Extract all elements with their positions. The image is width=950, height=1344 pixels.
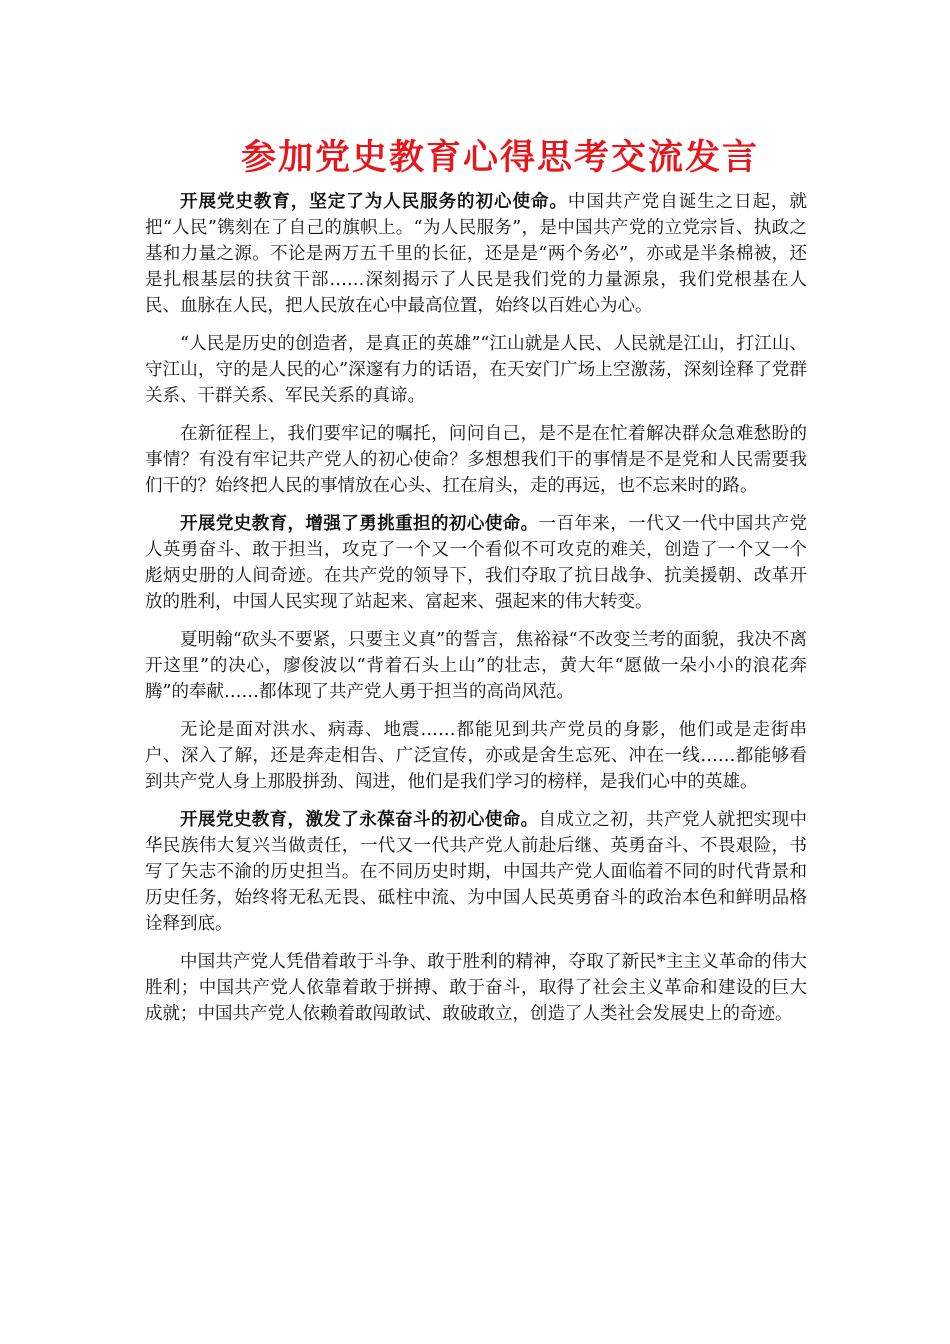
paragraph-4: [145, 511, 807, 615]
paragraph-text: 自成立之初，共产党人就把实现中华民族伟大复兴当做责任，一代又一代共产党人前赴后继、英勇奋斗、不畏艰险，书写了矢志不渝的历史担当。在不同历史时期，中国共产党人面临着不同的时代背景和历史任务，始终将无私无畏、砥柱中流、为中国人民英勇奋斗的政治本色和鲜明品格诠释到底。: [145, 810, 808, 934]
paragraph-text: 中国共产党自诞生之日起，就把“人民”镌刻在了自己的旗帜上。“为人民服务”，是中国共产党的立党宗旨、执政之基和力量之源。不论是两万五千里的长征，还是是“两个务必”，亦或是半条棉被，还是扎根基层的扶贫干部……深刻揭示了人民是我们党的力量源泉，我们党根基在人民、血脉在人民，把人民放在心中最高位置，始终以百姓心为心。: [145, 192, 808, 316]
paragraph-2: [145, 331, 807, 409]
document-body: [145, 189, 807, 1039]
paragraph-text: 一百年来，一代又一代中国共产党人英勇奋斗、敢于担当，攻克了一个又一个看似不可攻克的难关，创造了一个又一个彪炳史册的人间奇迹。在共产党的领导下，我们夺取了抗日战争、抗美援朝、改革开放的胜利，中国人民实现了站起来、富起来、强起来的伟大转变。: [145, 514, 808, 612]
paragraph-text: 无论是面对洪水、病毒、地震……都能见到共产党员的身影，他们或是走街串户、深入了解，还是奔走相告、广泛宣传，亦或是舍生忘死、冲在一线……都能够看到共产党人身上那股拼劲、闯进，他们是我们学习的榜样，是我们心中的英雄。: [145, 720, 807, 792]
paragraph-text: 在新征程上，我们要牢记的嘱托，问问自己，是不是在忙着解决群众急难愁盼的事情？有没有牢记共产党人的初心使命？多想想我们干的事情是不是党和人民需要我们干的？始终把人民的事情放在心头、扛在肩头，走的再远，也不忘来时的路。: [145, 424, 807, 496]
paragraph-lead: 开展党史教育，坚定了为人民服务的初心使命。: [180, 192, 568, 212]
paragraph-1: [145, 189, 807, 319]
paragraph-text: 中国共产党人凭借着敢于斗争、敢于胜利的精神，夺取了新民*主主义革命的伟大胜利；中国共产党人依靠着敢于拼搏、敢于奋斗，取得了社会主义革命和建设的巨大成就；中国共产党人依赖着敢闯敢试、敢破敢立，创造了人类社会发展史上的奇迹。: [145, 952, 807, 1024]
page-title: 参加党史教育心得思考交流发言: [240, 137, 759, 178]
paragraph-lead: 开展党史教育，增强了勇挑重担的初心使命。: [180, 514, 539, 534]
paragraph-8: [145, 949, 807, 1027]
paragraph-text: “人民是历史的创造者，是真正的英雄”“江山就是人民、人民就是江山，打江山、守江山，守的是人民的心”深邃有力的话语，在天安门广场上空激荡，深刻诠释了党群关系、干群关系、军民关系的真谛。: [145, 334, 807, 406]
paragraph-text: 夏明翰“砍头不要紧，只要主义真”的誓言，焦裕禄“不改变兰考的面貌，我决不离开这里”的决心，廖俊波以“背着石头上山”的壮志，黄大年“愿做一朵小小的浪花奔腾”的奉献……都体现了共产党人勇于担当的高尚风范。: [145, 630, 807, 702]
paragraph-6: [145, 717, 807, 795]
paragraph-3: [145, 421, 807, 499]
paragraph-lead: 开展党史教育，激发了永葆奋斗的初心使命。: [180, 810, 539, 830]
paragraph-5: [145, 627, 807, 705]
paragraph-7: [145, 807, 807, 937]
